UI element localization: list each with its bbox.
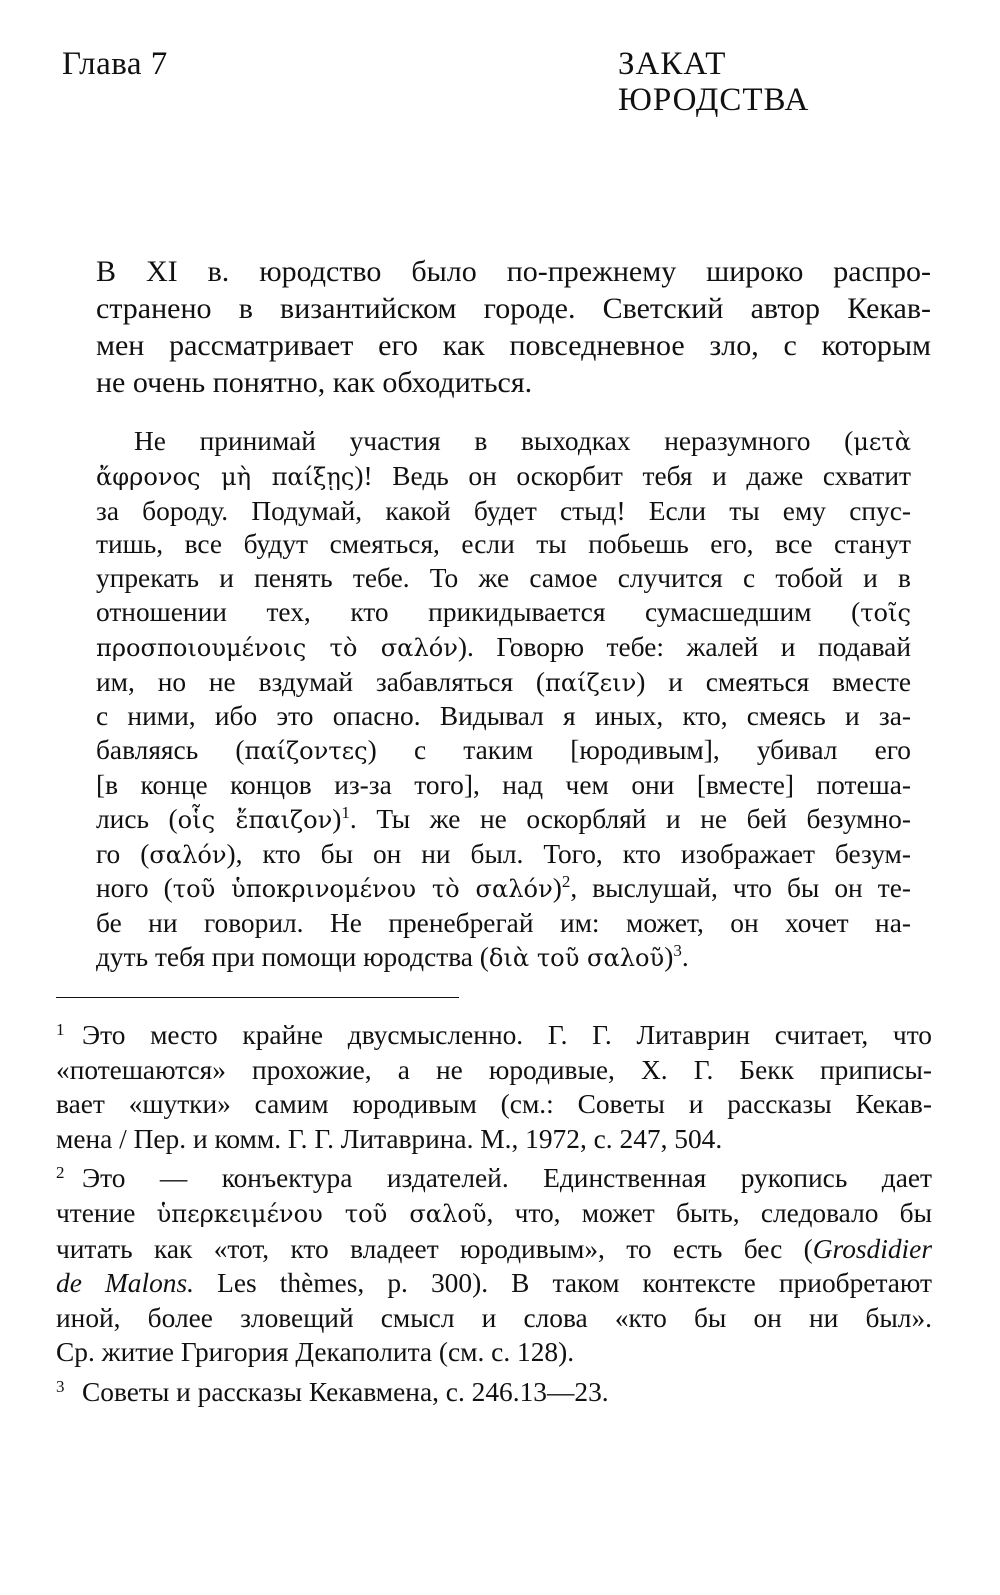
text-run: ) с таким [юродивым], убивал его	[367, 735, 912, 766]
greek-text: μετὰ	[853, 428, 911, 456]
text-run: )	[332, 803, 342, 834]
quote-line	[96, 666, 911, 701]
footnote-line: вает «шутки» самим юродивым (см.: Советы и рассказы Кекав-	[56, 1089, 932, 1120]
footnote-ref[interactable]: 2	[561, 872, 571, 892]
text-run: )	[552, 873, 562, 904]
block-quote	[96, 425, 911, 976]
quote-line: [в конце концов из-за того], над чем они [вместе] потеша-	[96, 769, 911, 800]
text-line: В XI в. юродство было по-прежнему широко распро-	[96, 255, 931, 288]
quote-line	[96, 631, 911, 666]
greek-text: παίζοντες	[244, 737, 368, 766]
footnotes	[56, 1013, 932, 1410]
chapter-title-line: ЗАКАТ	[618, 46, 727, 82]
text-run: чтение	[56, 1197, 157, 1228]
greek-text: τοῖς	[860, 598, 911, 627]
text-line: странено в византийском городе. Светский автор Кекав-	[96, 292, 931, 325]
quote-line	[96, 941, 911, 976]
text-run: , что, может быть, следовало бы	[486, 1197, 932, 1228]
greek-text: διὰ τοῦ σαλοῦ	[488, 943, 665, 972]
text-run: Советы и рассказы Кекавмена, с. 246.13—23.	[82, 1376, 609, 1407]
greek-text: οἷς ἔπαιζον	[177, 805, 333, 834]
footnote-line	[56, 1370, 932, 1410]
footnote-ref[interactable]: 3	[673, 940, 682, 960]
footnote-number: 2	[56, 1163, 65, 1183]
italic-text: de Malons.	[56, 1268, 194, 1299]
footnote-line	[56, 1232, 932, 1267]
body-paragraph	[96, 253, 931, 401]
quote-line	[96, 734, 911, 769]
text-run: ). Говорю тебе: жалей и подавай	[457, 631, 911, 662]
text-run: Это место крайне двусмысленно. Г. Г. Литаврин считает, что	[82, 1020, 932, 1050]
text-run: Это — конъектура издателей. Единственная рукопись дает	[82, 1163, 932, 1194]
text-run: дуть тебя при помощи юродства (	[96, 941, 489, 972]
greek-text: ἄφρονος μὴ παίξῃς	[96, 462, 355, 491]
text-run: лись (	[96, 803, 178, 834]
text-run: Не принимай участия в выходках неразумного (	[134, 426, 854, 456]
quote-line	[96, 803, 911, 838]
footnote-line: Ср. житие Григория Декаполита (см. с. 128).	[56, 1337, 575, 1368]
text-run: )! Ведь он оскорбит тебя и даже схватит	[354, 460, 911, 491]
footnote-ref[interactable]: 1	[341, 802, 350, 822]
greek-text: παίζειν	[545, 668, 637, 697]
footnote-number: 3	[56, 1376, 65, 1396]
text-line: мен рассматривает его как повседневное зло, с которым	[96, 329, 931, 362]
text-run: , выслушай, что бы он те-	[570, 873, 911, 904]
footnote-line	[56, 1196, 932, 1232]
quote-line	[96, 872, 911, 907]
quote-line: упрекать и пенять тебе. То же самое случится с тобой и в	[96, 563, 911, 594]
quote-line	[96, 460, 911, 495]
footnote-line: «потешаются» прохожие, а не юродивые, Х. Г. Бекк приписы-	[56, 1054, 932, 1085]
text-run: )	[664, 941, 674, 972]
text-run: ) и смеяться вместе	[636, 666, 911, 697]
footnote-line	[56, 1266, 932, 1301]
text-run: го (	[96, 838, 150, 869]
greek-text: ὑπερκειμένου τοῦ σαλοῦ	[156, 1199, 487, 1228]
footnote-line	[56, 1156, 932, 1196]
text-run: . Ты же не оскорбляй и не бей безумно-	[349, 803, 911, 834]
italic-text: Grosdidier	[812, 1233, 932, 1264]
quote-line	[96, 425, 911, 460]
text-run: читать как «тот, кто владеет юродивым», то есть бес (	[56, 1233, 813, 1264]
text-run: отношении тех, кто прикидывается сумасшедшим (	[96, 596, 861, 627]
text-run: Les thèmes, p. 300). В таком контексте приобретают	[194, 1268, 932, 1299]
text-run: ного (	[96, 873, 173, 904]
chapter-label: Глава 7	[62, 46, 168, 82]
greek-text: προσποιουμένοις τὸ σαλόν	[96, 633, 458, 662]
footnote-divider	[56, 997, 459, 998]
quote-line: тишь, все будут смеяться, если ты побьешь его, все станут	[96, 529, 911, 560]
quote-line	[96, 596, 911, 631]
quote-line	[96, 838, 911, 873]
footnote-line	[56, 1013, 932, 1053]
chapter-title-line: ЮРОДСТВА	[618, 82, 810, 118]
footnote-line: мена / Пер. и комм. Г. Г. Литаврина. М., 1972, с. 247, 504.	[56, 1123, 723, 1154]
text-run: бавляясь (	[96, 735, 245, 766]
quote-line: бе ни говорил. Не пренебрегай им: может, он хочет на-	[96, 908, 911, 939]
text-run: .	[681, 941, 689, 972]
greek-text: σαλόν	[149, 840, 227, 869]
quote-line: за бороду. Подумай, какой будет стыд! Если ты ему спус-	[96, 495, 911, 526]
chapter-title	[618, 46, 809, 118]
greek-text: τοῦ ὑποκρινομένου τὸ σαλόν	[172, 875, 553, 904]
footnote-line: иной, более зловещий смысл и слова «кто бы он ни был».	[56, 1302, 932, 1333]
text-line: не очень понятно, как обходиться.	[96, 366, 533, 399]
footnote-number: 1	[56, 1020, 65, 1039]
text-run: им, но не вздумай забавляться (	[96, 666, 546, 697]
text-run: ), кто бы он ни был. Того, кто изображает безум-	[226, 838, 911, 869]
quote-line: с ними, ибо это опасно. Видывал я иных, кто, смеясь и за-	[96, 701, 911, 732]
